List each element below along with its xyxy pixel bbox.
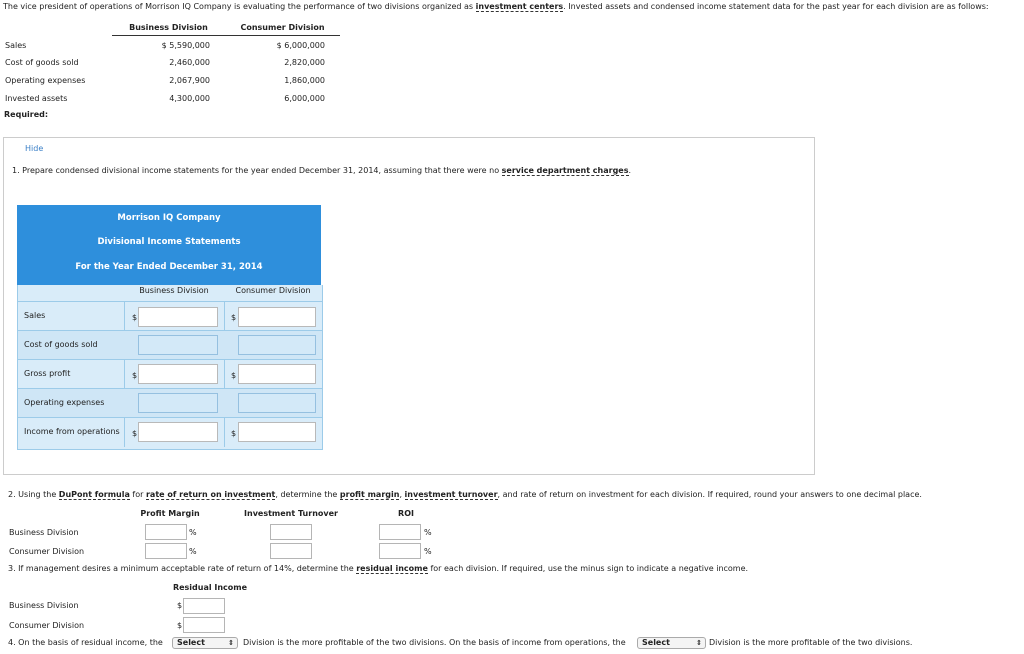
q2-p2: for (129, 490, 146, 499)
business-turnover-input[interactable] (270, 524, 312, 540)
business-gross-profit-input[interactable] (138, 364, 218, 384)
row-label-sales: Sales (5, 41, 27, 50)
consumer-cogs: 2,820,000 (284, 58, 325, 67)
consumer-opex-input[interactable] (238, 393, 316, 413)
dupont-formula-term[interactable]: DuPont formula (58, 490, 130, 499)
hide-link[interactable]: Hide (25, 144, 44, 153)
consumer-opex: 1,860,000 (284, 76, 325, 85)
business-assets: 4,300,000 (169, 94, 210, 103)
consumer-gross-profit-input[interactable] (238, 364, 316, 384)
rate-of-return-term[interactable]: rate of return on investment (145, 490, 276, 499)
business-cogs: 2,460,000 (169, 58, 210, 67)
stmt-row-income (18, 417, 322, 448)
q1-text (12, 166, 631, 175)
dollar-sign: $ (231, 313, 237, 322)
dollar-sign: $ (132, 313, 138, 322)
row-label-cogs: Cost of goods sold (5, 58, 79, 67)
chevron-updown-icon: ⇕ (696, 639, 702, 647)
residual-income-division-select[interactable] (172, 637, 238, 649)
service-dept-charges-term[interactable]: service department charges (501, 166, 629, 175)
business-profit-margin-input[interactable] (145, 524, 187, 540)
dollar-sign: $ (132, 429, 138, 438)
q2-p4: , (399, 490, 405, 499)
header-roi: ROI (398, 509, 414, 518)
stmt-row-cogs (18, 330, 322, 359)
consumer-turnover-input[interactable] (270, 543, 312, 559)
header-residual-income: Residual Income (172, 583, 248, 592)
percent-sign: % (424, 528, 432, 537)
consumer-sales-input[interactable] (238, 307, 316, 327)
q1-before: 1. Prepare condensed divisional income statements for the year ended December 31, 2014, assuming that there were no (12, 166, 502, 175)
business-sales-input[interactable] (138, 307, 218, 327)
percent-sign: % (189, 547, 197, 556)
q2-p1: 2. Using the (8, 490, 59, 499)
intro-before: The vice president of operations of Morrison IQ Company is evaluating the performance of two divisions organized as (3, 2, 476, 11)
required-label: Required: (4, 110, 49, 119)
stmt-row-gross-profit (18, 359, 322, 388)
stmt-label-cogs: Cost of goods sold (24, 340, 98, 349)
investment-centers-term[interactable]: investment centers (475, 2, 564, 11)
stmt-row-sales (18, 301, 322, 330)
intro-after: . Invested assets and condensed income statement data for the past year for each division are as follows: (563, 2, 989, 11)
row-label-assets: Invested assets (5, 94, 68, 103)
business-cogs-input[interactable] (138, 335, 218, 355)
q2-text (8, 490, 922, 499)
residual-income-term[interactable]: residual income (356, 564, 428, 573)
business-residual-income-input[interactable] (183, 598, 225, 614)
statement-company: Morrison IQ Company (117, 213, 221, 223)
stmt-label-sales: Sales (24, 311, 46, 320)
consumer-income-input[interactable] (238, 422, 316, 442)
consumer-cogs-input[interactable] (238, 335, 316, 355)
business-opex: 2,067,900 (169, 76, 210, 85)
stmt-row-opex (18, 388, 322, 417)
q1-after: . (628, 166, 632, 175)
stmt-label-opex: Operating expenses (24, 398, 105, 407)
income-operations-division-select[interactable] (637, 637, 706, 649)
statement-colheaders (17, 285, 323, 301)
business-income-input[interactable] (138, 422, 218, 442)
consumer-residual-income-input[interactable] (183, 617, 225, 633)
percent-sign: % (424, 547, 432, 556)
statement-title: Divisional Income Statements (97, 237, 241, 247)
consumer-sales: $ 6,000,000 (276, 41, 325, 50)
statement-period: For the Year Ended December 31, 2014 (75, 262, 263, 272)
consumer-assets: 6,000,000 (284, 94, 325, 103)
q3-before: 3. If management desires a minimum acceptable rate of return of 14%, determine the (8, 564, 357, 573)
chevron-updown-icon: ⇕ (228, 639, 234, 647)
stmt-label-gross-profit: Gross profit (24, 369, 71, 378)
col-header-business: Business Division (112, 23, 225, 36)
col-header-consumer: Consumer Division (225, 23, 340, 36)
dollar-sign: $ (231, 429, 237, 438)
business-sales: $ 5,590,000 (161, 41, 210, 50)
q4-p1: 4. On the basis of residual income, the (8, 638, 163, 647)
q3-row-consumer: Consumer Division (9, 621, 85, 630)
statement-header (17, 205, 321, 285)
stmt-col-business: Business Division (139, 286, 209, 295)
q3-after: for each division. If required, use the minus sign to indicate a negative income. (427, 564, 749, 573)
select-value: Select (642, 638, 670, 647)
consumer-profit-margin-input[interactable] (145, 543, 187, 559)
dollar-sign: $ (177, 601, 183, 610)
header-investment-turnover: Investment Turnover (244, 509, 338, 518)
header-profit-margin: Profit Margin (140, 509, 200, 518)
row-label-opex: Operating expenses (5, 76, 86, 85)
intro-text (3, 2, 1021, 11)
statement-body (17, 301, 323, 450)
stmt-label-income: Income from operations (24, 427, 120, 436)
dollar-sign: $ (177, 621, 183, 630)
q3-row-business: Business Division (9, 601, 79, 610)
q4-p2: Division is the more profitable of the two divisions. On the basis of income from operations, the (243, 638, 626, 647)
business-opex-input[interactable] (138, 393, 218, 413)
investment-turnover-term[interactable]: investment turnover (404, 490, 498, 499)
stmt-col-consumer: Consumer Division (235, 286, 311, 295)
q3-text (8, 564, 748, 573)
consumer-roi-input[interactable] (379, 543, 421, 559)
q2-row-consumer: Consumer Division (9, 547, 85, 556)
q2-p3: , determine the (275, 490, 340, 499)
q2-p5: , and rate of return on investment for each division. If required, round your answers to one decimal place. (497, 490, 922, 499)
percent-sign: % (189, 528, 197, 537)
dollar-sign: $ (132, 371, 138, 380)
select-value: Select (177, 638, 205, 647)
q2-row-business: Business Division (9, 528, 79, 537)
dollar-sign: $ (231, 371, 237, 380)
profit-margin-term[interactable]: profit margin (339, 490, 400, 499)
q4-p3: Division is the more profitable of the two divisions. (709, 638, 913, 647)
business-roi-input[interactable] (379, 524, 421, 540)
